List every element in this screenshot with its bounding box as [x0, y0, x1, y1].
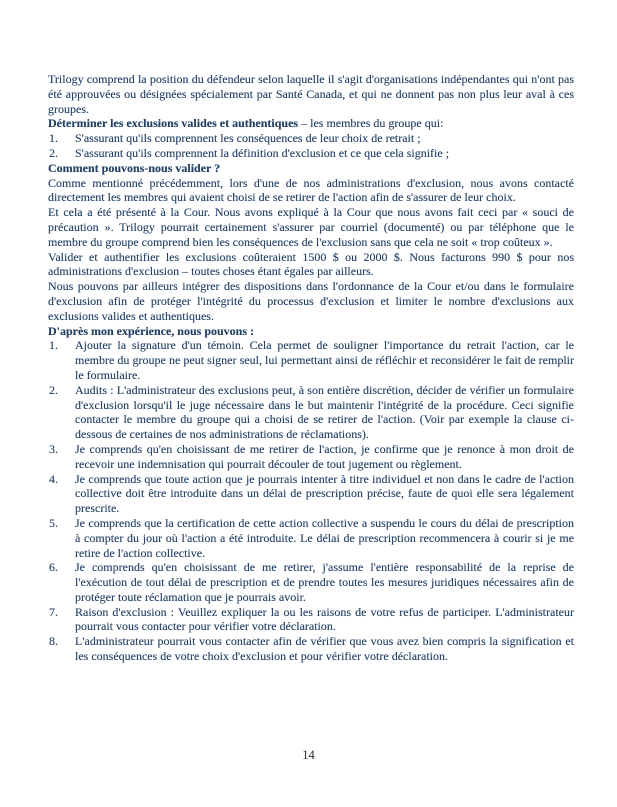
list-item: [48, 146, 574, 161]
paragraph-comment-valider: Comme mentionné précédemment, lors d'une de nos administrations d'exclusion, nous avons contacté directement les membres qui avaient choisi de se retirer de l'action afin de s'assurer de leur choix.: [48, 175, 574, 205]
list-item-text: Je comprends que la certification de cette action collective a suspendu le cours du délai de prescription à compter du jour où l'action a été introduite. Le délai de prescription recommencera à courir si je me retire de l'action collective.: [75, 515, 574, 560]
list-item-number: 6.: [49, 560, 58, 575]
list-item-text: S'assurant qu'ils comprennent la définition d'exclusion et ce que cela signifie ;: [75, 145, 450, 160]
list-item: [48, 516, 574, 560]
list-item: [48, 383, 574, 442]
paragraph-dispositions: Nous pouvons par ailleurs intégrer des dispositions dans l'ordonnance de la Cour et/ou dans le formulaire d'exclusion afin de protéger l'intégrité du processus d'exclusion et limiter le nombre d'exclusions aux exclusions valides et authentiques.: [48, 279, 574, 323]
paragraph-cour: Et cela a été présenté à la Cour. Nous avons expliqué à la Cour que nous avons fait ceci par « souci de précaution ». Trilogy pourrait certainement s'assurer par courriel (documenté) ou par téléphone que le membre du groupe comprend bien les conséquences de l'exclusion sans que cela ne soit « trop coûteux ».: [48, 205, 574, 249]
list-item: [48, 442, 574, 472]
list-item-text: Ajouter la signature d'un témoin. Cela permet de souligner l'importance du retrait l'action, car le membre du groupe ne peut signer seul, lui permettant ainsi de réfléchir et reconsidérer le fait de remplir le formulaire.: [75, 338, 574, 382]
list-validation-criteria: [48, 131, 574, 161]
list-item-number: 2.: [49, 382, 58, 397]
heading-determiner-bold: Déterminer les exclusions valides et authentiques: [48, 116, 299, 131]
list-item: [48, 560, 574, 604]
heading-comment-valider: Comment pouvons-nous valider ?: [48, 160, 221, 175]
list-item-number: 2.: [49, 145, 58, 160]
heading-determiner: [48, 116, 574, 131]
page-number: 14: [302, 748, 315, 762]
list-item-text: Je comprends qu'en choisissant de me retirer, j'assume l'entière responsabilité de la reprise de l'exécution de tout délai de prescription et de prendre toutes les mesures juridiques nécessaires afin de protéger toute réclamation que je pourrais avoir.: [75, 560, 574, 604]
list-item-text: Je comprends qu'en choisissant de me retirer de l'action, je confirme que je renonce à mon droit de recevoir une indemnisation qui pourrait découler de tout jugement ou règlement.: [75, 441, 574, 471]
page-content: [48, 72, 574, 664]
list-item-number: 5.: [49, 515, 58, 530]
paragraph-cout: Valider et authentifier les exclusions coûteraient 1500 $ ou 2000 $. Nous facturons 990 $ pour nos administrations d'exclusion – toutes choses étant égales par ailleurs.: [48, 249, 574, 279]
list-item-text: Je comprends que toute action que je pourrais intenter à titre individuel et non dans le cadre de l'action collective doit être introduite dans un délai de prescription précise, faute de quoi elle sera légalement prescrite.: [75, 471, 574, 516]
list-item-number: 7.: [49, 604, 58, 619]
list-item: [48, 605, 574, 635]
list-item-number: 3.: [49, 441, 58, 456]
list-item-number: 1.: [49, 338, 58, 353]
list-item-number: 4.: [49, 471, 58, 486]
list-item: [48, 472, 574, 516]
list-item: [48, 634, 574, 664]
list-experience-measures: [48, 338, 574, 664]
heading-experience: D'après mon expérience, nous pouvons :: [48, 323, 255, 338]
list-item-text: L'administrateur pourrait vous contacter afin de vérifier que vous avez bien compris la signification et les conséquences de votre choix d'exclusion et pour vérifier votre déclaration.: [75, 634, 574, 664]
list-item-number: 1.: [49, 131, 58, 146]
list-item-text: Audits : L'administrateur des exclusions peut, à son entière discrétion, décider de vérifier un formulaire d'exclusion lorsqu'il le juge nécessaire dans le but maintenir l'intégrité de la procédure. Ceci signifie contacter le membre du groupe qui a choisi de se retirer de l'action. (Voir par exemple la clause ci-dessous de certaines de nos administrations de réclamations).: [75, 382, 574, 442]
paragraph-intro: Trilogy comprend la position du défendeur selon laquelle il s'agit d'organisations indépendantes qui n'ont pas été approuvées ou désignées spécialement par Santé Canada, et qui ne donnent pas non plus leur aval à ces groupes.: [48, 72, 574, 116]
list-item-text: Raison d'exclusion : Veuillez expliquer la ou les raisons de votre refus de participer. L'administrateur pourrait vous contacter pour vérifier votre déclaration.: [75, 604, 574, 634]
heading-determiner-rest: – les membres du groupe qui:: [298, 116, 444, 131]
list-item-text: S'assurant qu'ils comprennent les conséquences de leur choix de retrait ;: [75, 131, 421, 146]
list-item: [48, 338, 574, 382]
list-item-number: 8.: [49, 634, 58, 649]
list-item: [48, 131, 574, 146]
